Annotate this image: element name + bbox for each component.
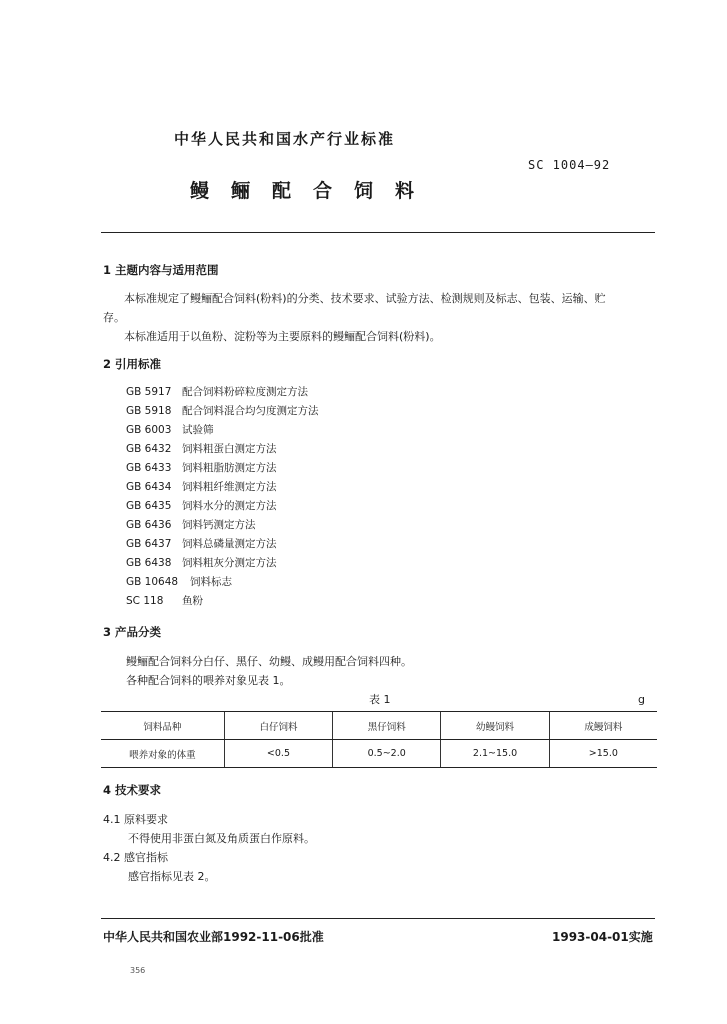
- reference-title: 饲料粗蛋白测定方法: [182, 443, 277, 455]
- approval-line: 中华人民共和国农业部1992-11-06批准: [103, 930, 324, 944]
- reference-code: GB 6433: [126, 462, 172, 474]
- reference-item: [126, 517, 256, 532]
- section-1-paragraph-1-line-1: 本标准规定了鳗鲡配合饲料(粉料)的分类、技术要求、试验方法、检测规则及标志、包装、运输、贮: [124, 292, 606, 305]
- reference-title: 配合饲料混合均匀度测定方法: [182, 405, 319, 417]
- reference-title: 饲料总磷量测定方法: [182, 538, 277, 550]
- table-cell: 喂养对象的体重: [101, 740, 224, 768]
- footer-divider: [101, 918, 655, 919]
- reference-item: [126, 403, 319, 418]
- reference-title: 配合饲料粉碎粒度测定方法: [182, 386, 308, 398]
- reference-item: [126, 441, 277, 456]
- table-header-cell: 白仔饲料: [224, 712, 332, 740]
- table-cell: 2.1~15.0: [441, 740, 549, 768]
- reference-code: GB 6436: [126, 519, 172, 531]
- section-4-1-heading: 4.1 原料要求: [103, 813, 168, 826]
- reference-code: GB 10648: [126, 576, 179, 588]
- reference-code: GB 5917: [126, 386, 172, 398]
- table-header-cell: 黑仔饲料: [333, 712, 441, 740]
- section-4-2-heading: 4.2 感官指标: [103, 851, 168, 864]
- section-3-paragraph-2: 各种配合饲料的喂养对象见表 1。: [126, 674, 291, 687]
- reference-code: GB 5918: [126, 405, 172, 417]
- table-header-cell: 饲料品种: [101, 712, 224, 740]
- standard-code: SC 1004—92: [528, 158, 611, 172]
- section-1-paragraph-1-line-2: 存。: [103, 311, 125, 324]
- reference-code: GB 6438: [126, 557, 172, 569]
- table-header-row: [101, 712, 657, 740]
- reference-code: GB 6432: [126, 443, 172, 455]
- reference-item: [126, 536, 277, 551]
- section-4-heading: 4 技术要求: [103, 783, 162, 797]
- table-header-cell: 幼鳗饲料: [441, 712, 549, 740]
- reference-title: 饲料粗纤维测定方法: [182, 481, 277, 493]
- reference-item: [126, 498, 277, 513]
- table-header-cell: 成鳗饲料: [549, 712, 657, 740]
- reference-item: [126, 460, 277, 475]
- implementation-date: 1993-04-01实施: [552, 930, 653, 944]
- table-unit: g: [638, 693, 645, 706]
- reference-item: [126, 593, 203, 608]
- reference-title: 鱼粉: [182, 595, 203, 607]
- section-3-paragraph-1: 鳗鲡配合饲料分白仔、黑仔、幼鳗、成鳗用配合饲料四种。: [126, 655, 412, 668]
- section-4-1-text: 不得使用非蛋白氮及角质蛋白作原料。: [128, 832, 315, 845]
- table-row: [101, 740, 657, 768]
- reference-title: 饲料标志: [190, 576, 232, 588]
- header-divider: [101, 232, 655, 233]
- feed-table: [101, 711, 657, 768]
- reference-title: 饲料粗灰分测定方法: [182, 557, 277, 569]
- reference-code: GB 6437: [126, 538, 172, 550]
- section-1-heading: 1 主题内容与适用范围: [103, 263, 219, 277]
- document-title: 鳗鲡配合饲料: [190, 180, 437, 202]
- reference-code: GB 6003: [126, 424, 172, 436]
- table-cell: <0.5: [224, 740, 332, 768]
- reference-title: 饲料粗脂肪测定方法: [182, 462, 277, 474]
- page-number: 356: [130, 966, 146, 975]
- reference-item: [126, 574, 232, 589]
- reference-code: SC 118: [126, 595, 164, 607]
- reference-item: [126, 422, 214, 437]
- table-cell: 0.5~2.0: [333, 740, 441, 768]
- reference-item: [126, 384, 308, 399]
- section-4-2-text: 感官指标见表 2。: [128, 870, 216, 883]
- section-3-heading: 3 产品分类: [103, 625, 162, 639]
- section-1-paragraph-2: 本标准适用于以鱼粉、淀粉等为主要原料的鳗鲡配合饲料(粉料)。: [124, 330, 441, 343]
- reference-code: GB 6434: [126, 481, 172, 493]
- reference-code: GB 6435: [126, 500, 172, 512]
- table-caption: 表 1: [369, 693, 391, 706]
- standard-title: 中华人民共和国水产行业标准: [174, 130, 396, 148]
- reference-title: 饲料钙测定方法: [182, 519, 256, 531]
- reference-title: 试验筛: [182, 424, 214, 436]
- table-cell: >15.0: [549, 740, 657, 768]
- reference-title: 饲料水分的测定方法: [182, 500, 277, 512]
- reference-item: [126, 479, 277, 494]
- reference-item: [126, 555, 277, 570]
- section-2-heading: 2 引用标准: [103, 357, 162, 371]
